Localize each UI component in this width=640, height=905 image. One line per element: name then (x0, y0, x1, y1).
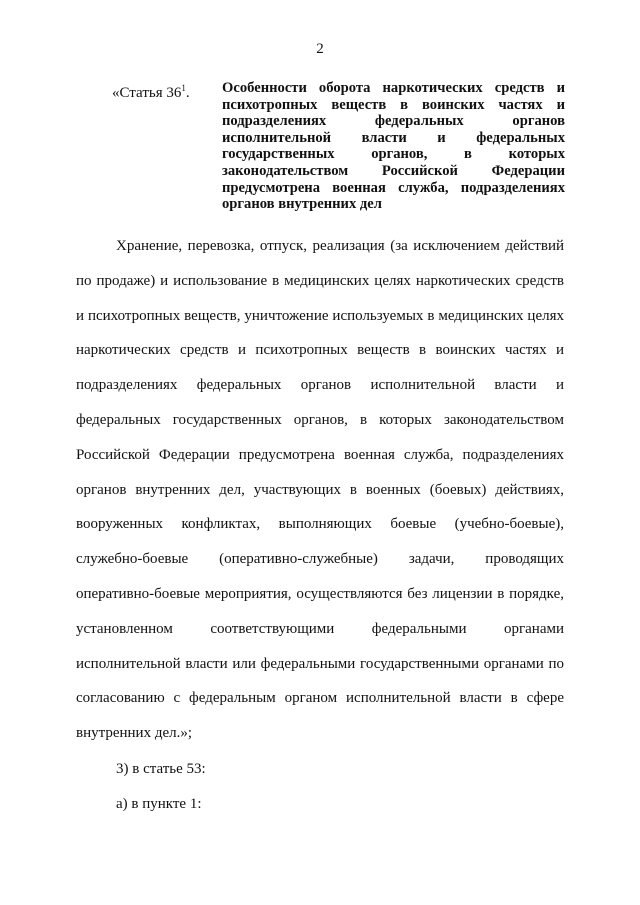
list-item-point-1: а) в пункте 1: (116, 796, 202, 812)
article-label-prefix: «Статья 36 (112, 85, 182, 101)
body-paragraph: Хранение, перевозка, отпуск, реализация (за исключением действий по продаже) и использование в медицинских целях наркотических средств и психотропных веществ, уничтожение используемых в медицинских целях наркотических средств и психотропных веществ в воинских частях и подразделениях федеральных органов исполнительной власти и федеральных государственных органов, в которых законодательством Российской Федерации предусмотрена военная служба, подразделениях органов внутренних дел, участвующих в военных (боевых) действиях, вооруженных конфликтах, выполняющих боевые (учебно-боевые), служебно-боевые (оперативно-служебные) задачи, проводящих оперативно-боевые мероприятия, осуществляются без лицензии в порядке, установленном соответствующими федеральными органами исполнительной власти или федеральными государственными органами по согласованию с федеральным органом исполнительной власти в сфере внутренних дел.»; (76, 238, 564, 742)
article-label-suffix: . (185, 85, 190, 101)
article-title: Особенности оборота наркотических средств и психотропных веществ в воинских частях и подразделениях федеральных органов исполнительной власти и федеральных государственных органов, в которых законодательством Российской Федерации предусмотрена военная служба, подразделениях органов внутренних дел (222, 80, 565, 213)
page-number: 2 (316, 41, 324, 57)
list-item-article-53: 3) в статье 53: (116, 761, 206, 777)
article-label-superscript: 1 (181, 83, 186, 93)
article-label (112, 80, 190, 102)
